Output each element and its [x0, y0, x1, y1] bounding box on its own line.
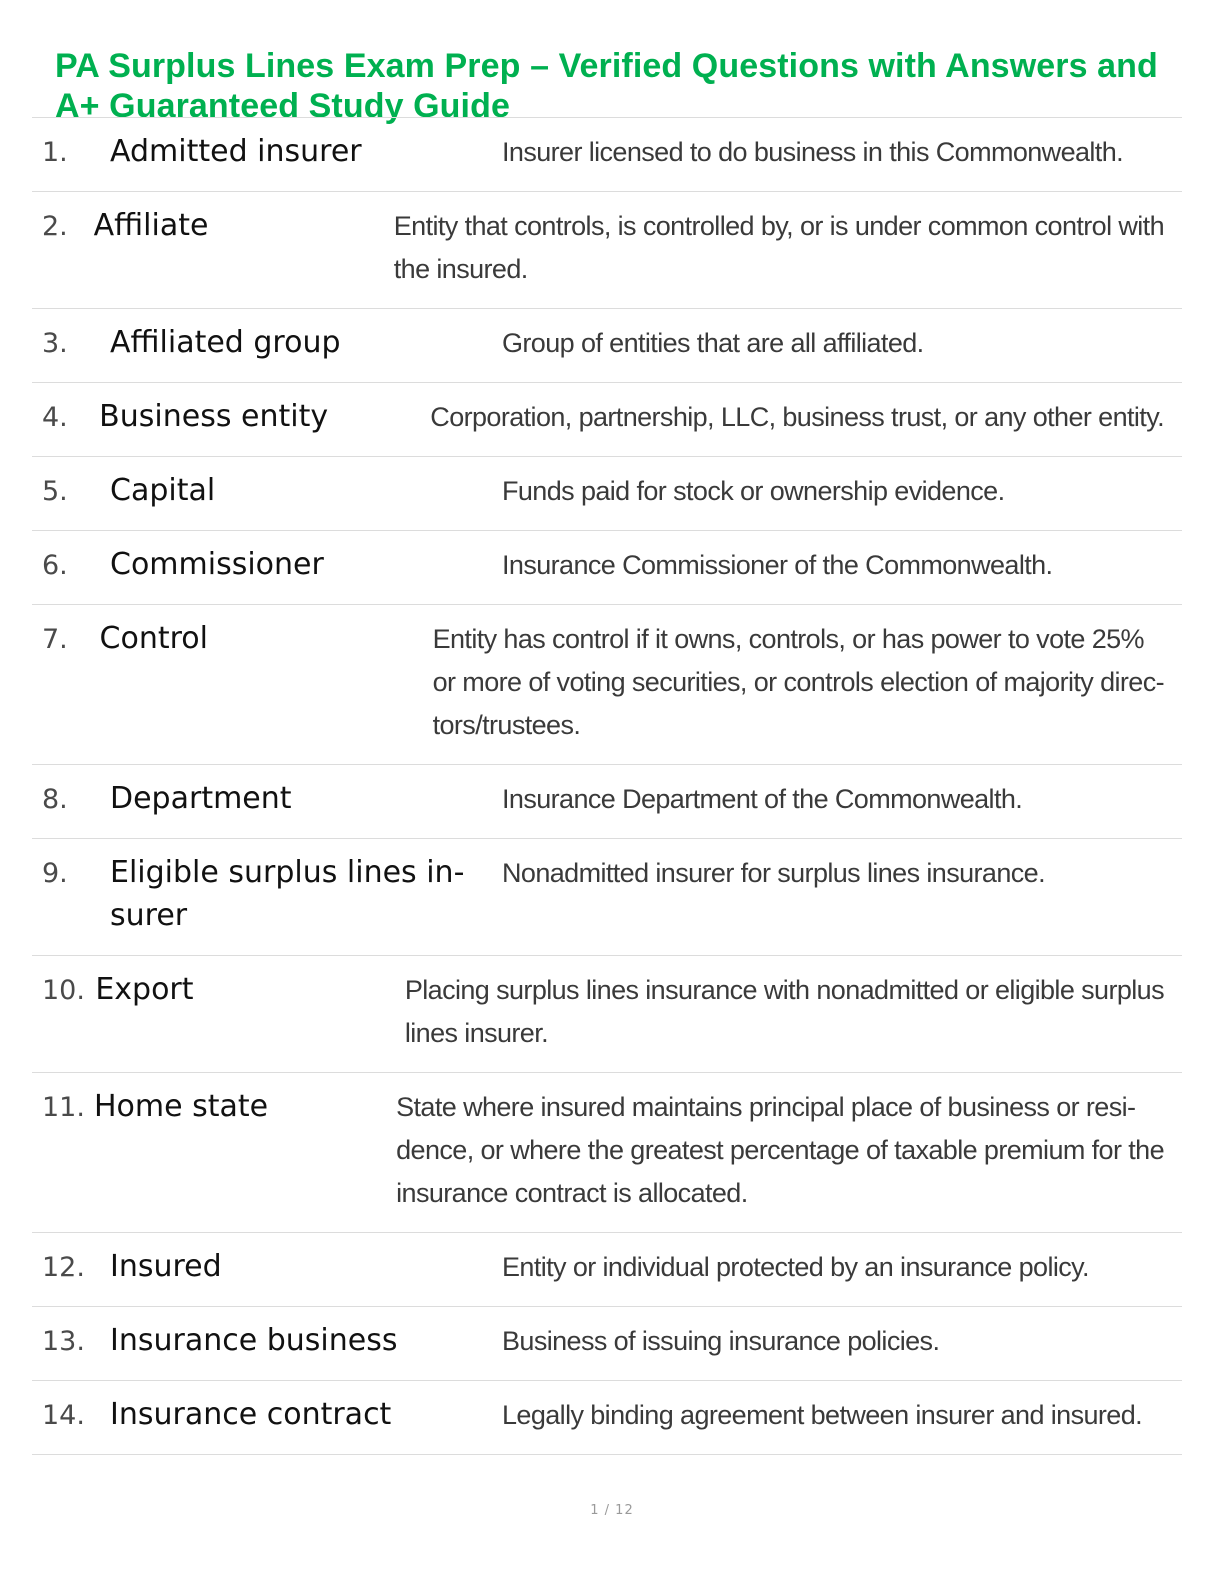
entry-term: [110, 765, 502, 820]
entry-definition: [430, 383, 1182, 439]
term-line: Admitted insurer: [110, 134, 362, 169]
table-row: [32, 956, 1182, 1073]
table-row: [32, 118, 1182, 192]
entry-definition: [396, 1073, 1182, 1215]
entry-term: [110, 457, 502, 512]
entry-number: 6.: [42, 550, 68, 581]
term-line: Insurance business: [110, 1323, 398, 1358]
entry-number: 10.: [42, 975, 85, 1006]
definition-line: Funds paid for stock or ownership evidence.: [502, 476, 1005, 506]
entry-number: 4.: [42, 402, 68, 433]
table-row: [32, 839, 1182, 956]
definition-line: insurance contract is allocated.: [396, 1178, 748, 1208]
entry-definition: [502, 457, 1182, 513]
definition-line: Corporation, partnership, LLC, business trust, or any other entity.: [430, 402, 1164, 432]
entry-term: [99, 383, 430, 438]
entry-term: [110, 531, 502, 586]
entry-number: 3.: [42, 328, 68, 359]
term-line: Eligible surplus lines in-: [110, 855, 465, 890]
entry-number: 5.: [42, 476, 68, 507]
entry-term: [94, 192, 394, 247]
definitions-table: [32, 117, 1182, 1455]
page-number: 1 / 12: [590, 1503, 634, 1518]
entry-definition: [502, 531, 1182, 587]
entry-term: [110, 1307, 502, 1362]
entry-definition: [502, 1233, 1182, 1289]
entry-number: 1.: [42, 137, 68, 168]
entry-term: [110, 839, 502, 937]
entry-number: 8.: [42, 784, 68, 815]
term-line: Control: [99, 621, 208, 656]
definition-line: Insurer licensed to do business in this Commonwealth.: [502, 137, 1124, 167]
definition-line: Nonadmitted insurer for surplus lines insurance.: [502, 858, 1045, 888]
term-line: Affiliated group: [110, 325, 341, 360]
definition-line: the insured.: [393, 254, 528, 284]
table-row: [32, 309, 1182, 383]
table-row: [32, 1381, 1182, 1455]
entry-number: 14.: [42, 1400, 85, 1431]
entry-number: 9.: [42, 858, 68, 889]
table-row: [32, 1073, 1182, 1233]
entry-term: [100, 605, 433, 660]
definition-line: Entity or individual protected by an insurance policy.: [502, 1252, 1089, 1282]
term-line: Commissioner: [110, 547, 324, 582]
term-line: Home state: [94, 1089, 269, 1124]
entry-definition: [405, 956, 1182, 1055]
term-line: Insured: [110, 1249, 222, 1284]
entry-definition: [502, 765, 1182, 821]
entry-definition: [502, 1307, 1182, 1363]
term-line: Affiliate: [93, 208, 209, 243]
definition-line: lines insurer.: [404, 1018, 549, 1048]
definition-line: Group of entities that are all affiliated.: [502, 328, 924, 358]
term-line: Capital: [110, 473, 216, 508]
definition-line: or more of voting securities, or controls election of majority direc-: [432, 667, 1164, 697]
table-row: [32, 1233, 1182, 1307]
entry-definition: [433, 605, 1182, 747]
definition-line: State where insured maintains principal place of business or resi-: [396, 1092, 1136, 1122]
entry-term: [110, 1381, 502, 1436]
document-title: [55, 46, 1220, 126]
definition-line: Insurance Department of the Commonwealth.: [502, 784, 1023, 814]
title-line-1: PA Surplus Lines Exam Prep – Verified Questions with Answers and: [55, 47, 1158, 85]
entry-number: 12.: [42, 1252, 85, 1283]
term-line: Insurance contract: [110, 1397, 392, 1432]
entry-number: 2.: [42, 211, 68, 242]
entry-definition: [502, 839, 1182, 895]
definition-line: tors/trustees.: [432, 710, 581, 740]
definition-line: Legally binding agreement between insurer and insured.: [502, 1400, 1143, 1430]
definition-line: Entity that controls, is controlled by, or is under common control with: [393, 211, 1164, 241]
table-row: [32, 605, 1182, 765]
entry-number: 13.: [42, 1326, 85, 1357]
title-line-2: A+ Guaranteed Study Guide: [55, 87, 510, 125]
entry-term: [110, 118, 502, 173]
table-row: [32, 1307, 1182, 1381]
table-row: [32, 531, 1182, 605]
entry-number: 11.: [42, 1092, 85, 1123]
definition-line: Insurance Commissioner of the Commonwealth.: [502, 550, 1053, 580]
table-row: [32, 457, 1182, 531]
entry-definition: [394, 192, 1182, 291]
definition-line: Business of issuing insurance policies.: [502, 1326, 940, 1356]
term-line: Export: [95, 972, 194, 1007]
table-row: [32, 765, 1182, 839]
entry-number: 7.: [42, 624, 68, 655]
entry-definition: [502, 118, 1182, 174]
term-line: surer: [110, 898, 188, 933]
entry-definition: [502, 1381, 1182, 1437]
term-line: Department: [110, 781, 292, 816]
definition-line: dence, or where the greatest percentage of taxable premium for the: [396, 1135, 1164, 1165]
definition-line: Entity has control if it owns, controls, or has power to vote 25%: [432, 624, 1144, 654]
table-row: [32, 383, 1182, 457]
entry-term: [95, 956, 405, 1011]
table-row: [32, 192, 1182, 309]
definition-line: Placing surplus lines insurance with nonadmitted or eligible surplus: [404, 975, 1164, 1005]
entry-term: [110, 309, 502, 364]
term-line: Business entity: [99, 399, 329, 434]
entry-term: [110, 1233, 502, 1288]
entry-term: [94, 1073, 396, 1128]
entry-definition: [502, 309, 1182, 365]
